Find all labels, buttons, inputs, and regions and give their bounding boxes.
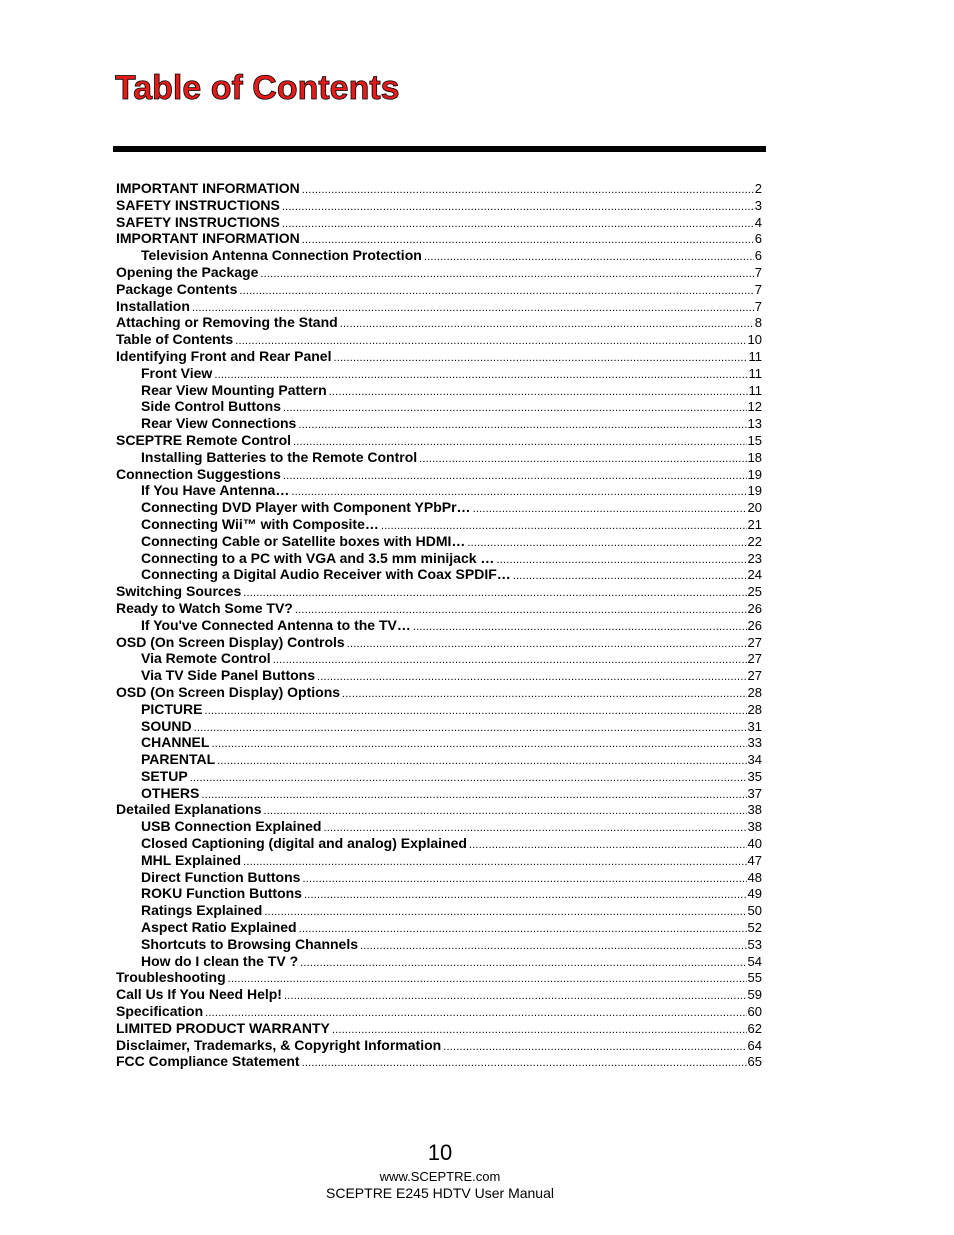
toc-entry[interactable] xyxy=(116,785,762,802)
toc-dot-leader xyxy=(496,552,746,569)
toc-entry-label: Installation xyxy=(116,297,190,314)
toc-entry-page: 64 xyxy=(747,1037,762,1053)
toc-entry[interactable] xyxy=(116,432,762,449)
toc-entry-label: Via Remote Control xyxy=(141,650,271,667)
toc-entry[interactable] xyxy=(116,348,762,365)
toc-entry[interactable] xyxy=(116,953,762,970)
toc-entry[interactable] xyxy=(116,1020,762,1037)
toc-entry-page: 23 xyxy=(747,550,762,566)
toc-entry[interactable] xyxy=(116,550,762,567)
toc-entry-label: Aspect Ratio Explained xyxy=(141,919,297,936)
toc-entry-label: Connecting Cable or Satellite boxes with HDMI… xyxy=(141,532,466,549)
toc-entry-page: 6 xyxy=(754,248,762,264)
toc-dot-leader xyxy=(302,1055,747,1072)
toc-dot-leader xyxy=(304,887,747,904)
toc-entry-page: 37 xyxy=(747,785,762,801)
toc-entry-label: Package Contents xyxy=(116,280,238,297)
toc-dot-leader xyxy=(282,216,754,233)
toc-entry-page: 31 xyxy=(747,718,762,734)
page-number: 10 xyxy=(427,1140,453,1165)
toc-entry[interactable] xyxy=(116,533,762,550)
toc-dot-leader xyxy=(413,619,747,636)
toc-entry[interactable] xyxy=(116,852,762,869)
toc-dot-leader xyxy=(443,1039,746,1056)
toc-entry[interactable] xyxy=(116,516,762,533)
toc-entry[interactable] xyxy=(116,314,762,331)
toc-entry-page: 34 xyxy=(747,752,762,768)
toc-entry-page: 50 xyxy=(747,903,762,919)
toc-entry-label: Call Us If You Need Help! xyxy=(116,986,282,1003)
toc-dot-leader xyxy=(300,955,746,972)
toc-entry[interactable] xyxy=(116,197,762,214)
toc-dot-leader xyxy=(473,501,747,518)
toc-entry-page: 22 xyxy=(747,533,762,549)
toc-entry[interactable] xyxy=(116,718,762,735)
toc-entry-label: Specification xyxy=(116,1003,204,1020)
toc-dot-leader xyxy=(347,636,747,653)
toc-entry-page: 11 xyxy=(748,365,762,381)
toc-entry-page: 54 xyxy=(747,953,762,969)
toc-entry[interactable] xyxy=(116,382,762,399)
toc-dot-leader xyxy=(273,652,747,669)
toc-dot-leader xyxy=(467,535,746,552)
toc-entry[interactable] xyxy=(116,701,762,718)
toc-dot-leader xyxy=(419,451,746,468)
toc-entry-page: 8 xyxy=(754,315,762,331)
toc-entry[interactable] xyxy=(116,566,762,583)
toc-entry[interactable] xyxy=(116,936,762,953)
toc-dot-leader xyxy=(469,837,747,854)
toc-entry[interactable] xyxy=(116,751,762,768)
toc-entry-label: Connecting a Digital Audio Receiver with Coax SPDIF… xyxy=(141,566,511,583)
toc-entry[interactable] xyxy=(116,298,762,315)
toc-entry-label: CHANNEL xyxy=(141,734,210,751)
toc-entry-page: 27 xyxy=(747,668,762,684)
toc-entry[interactable] xyxy=(116,1037,762,1054)
toc-entry-page: 60 xyxy=(747,1004,762,1020)
toc-entry-label: FCC Compliance Statement xyxy=(116,1053,300,1070)
toc-entry-label: LIMITED PRODUCT WARRANTY xyxy=(116,1019,330,1036)
toc-entry[interactable] xyxy=(116,734,762,751)
toc-entry-page: 6 xyxy=(754,231,762,247)
toc-dot-leader xyxy=(299,921,747,938)
toc-entry[interactable] xyxy=(116,214,762,231)
toc-dot-leader xyxy=(194,720,747,737)
toc-entry-page: 28 xyxy=(747,684,762,700)
toc-entry-label: How do I clean the TV ? xyxy=(141,952,299,969)
toc-entry[interactable] xyxy=(116,247,762,264)
toc-entry-page: 2 xyxy=(754,181,762,196)
toc-entry-page: 20 xyxy=(747,500,762,516)
page-title: Table of Contents xyxy=(115,69,400,107)
toc-entry-label: Television Antenna Connection Protection xyxy=(141,247,422,264)
toc-entry[interactable] xyxy=(116,230,762,247)
toc-dot-leader xyxy=(228,971,747,988)
toc-entry-page: 48 xyxy=(747,869,762,885)
toc-entry[interactable] xyxy=(116,634,762,651)
toc-entry[interactable] xyxy=(116,617,762,634)
toc-entry-label: IMPORTANT INFORMATION xyxy=(116,230,300,247)
toc-entry[interactable] xyxy=(116,583,762,600)
toc-entry[interactable] xyxy=(116,835,762,852)
toc-entry-page: 28 xyxy=(747,701,762,717)
toc-entry-label: Connecting to a PC with VGA and 3.5 mm minijack … xyxy=(141,549,495,566)
toc-entry-page: 19 xyxy=(747,483,762,499)
toc-entry-label: Identifying Front and Rear Panel xyxy=(116,347,332,364)
title-divider xyxy=(113,146,766,152)
toc-entry-page: 38 xyxy=(747,819,762,835)
footer-manual-title: SCEPTRE E245 HDTV User Manual xyxy=(326,1185,554,1201)
toc-dot-leader xyxy=(243,585,746,602)
toc-entry-label: Disclaimer, Trademarks, & Copyright Information xyxy=(116,1036,442,1053)
toc-entry[interactable] xyxy=(116,768,762,785)
toc-entry-page: 27 xyxy=(747,651,762,667)
toc-entry-label: Rear View Connections xyxy=(141,415,297,432)
toc-entry-page: 13 xyxy=(747,416,762,432)
toc-entry-label: OSD (On Screen Display) Options xyxy=(116,683,341,700)
toc-entry-label: Table of Contents xyxy=(116,331,234,348)
toc-entry[interactable] xyxy=(116,1053,762,1070)
toc-entry-page: 25 xyxy=(747,584,762,600)
toc-entry-label: Connecting Wii™ with Composite… xyxy=(141,515,379,532)
toc-dot-leader xyxy=(513,568,747,585)
toc-entry-label: IMPORTANT INFORMATION xyxy=(116,180,300,196)
toc-dot-leader xyxy=(329,384,748,401)
toc-entry[interactable] xyxy=(116,1003,762,1020)
toc-entry-page: 38 xyxy=(747,802,762,818)
toc-entry-label: SCEPTRE Remote Control xyxy=(116,431,292,448)
toc-entry[interactable] xyxy=(116,969,762,986)
toc-dot-leader xyxy=(260,266,753,283)
toc-dot-leader xyxy=(211,736,746,753)
toc-entry-page: 4 xyxy=(754,214,762,230)
toc-dot-leader xyxy=(317,669,747,686)
toc-entry-page: 47 xyxy=(747,852,762,868)
toc-entry-page: 21 xyxy=(747,516,762,532)
table-of-contents xyxy=(116,180,762,1070)
toc-dot-leader xyxy=(217,753,746,770)
toc-entry-label: Detailed Explanations xyxy=(116,801,262,818)
toc-entry-page: 7 xyxy=(754,264,762,280)
toc-entry-label: MHL Explained xyxy=(141,851,242,868)
toc-entry-label: Rear View Mounting Pattern xyxy=(141,381,327,398)
toc-entry-label: Via TV Side Panel Buttons xyxy=(141,667,316,684)
toc-entry-label: Direct Function Buttons xyxy=(141,868,301,885)
toc-entry[interactable] xyxy=(116,180,762,197)
toc-entry[interactable] xyxy=(116,986,762,1003)
toc-entry-page: 53 xyxy=(747,936,762,952)
toc-entry[interactable] xyxy=(116,449,762,466)
toc-entry[interactable] xyxy=(116,499,762,516)
toc-entry-label: Front View xyxy=(141,364,213,381)
toc-entry-page: 26 xyxy=(747,600,762,616)
toc-entry-page: 3 xyxy=(754,197,762,213)
toc-entry-page: 12 xyxy=(747,399,762,415)
toc-entry-page: 15 xyxy=(747,432,762,448)
toc-entry-label: OTHERS xyxy=(141,784,200,801)
toc-entry[interactable] xyxy=(116,650,762,667)
toc-dot-leader xyxy=(333,350,747,367)
toc-dot-leader xyxy=(340,316,754,333)
toc-entry-label: Ratings Explained xyxy=(141,902,263,919)
toc-entry-label: USB Connection Explained xyxy=(141,818,322,835)
toc-entry-label: SAFETY INSTRUCTIONS xyxy=(116,196,280,213)
toc-dot-leader xyxy=(424,249,754,266)
toc-entry-page: 7 xyxy=(754,298,762,314)
toc-dot-leader xyxy=(302,871,746,888)
toc-entry-label: Side Control Buttons xyxy=(141,398,281,415)
toc-entry[interactable] xyxy=(116,919,762,936)
toc-entry-label: SOUND xyxy=(141,717,192,734)
toc-entry[interactable] xyxy=(116,902,762,919)
toc-entry[interactable] xyxy=(116,398,762,415)
toc-entry-label: Shortcuts to Browsing Channels xyxy=(141,935,359,952)
toc-entry-label: ROKU Function Buttons xyxy=(141,885,302,902)
toc-dot-leader xyxy=(284,988,747,1005)
toc-entry-label: PARENTAL xyxy=(141,751,216,768)
toc-entry-page: 18 xyxy=(747,449,762,465)
toc-entry-label: Installing Batteries to the Remote Control xyxy=(141,448,418,465)
toc-entry-label: Attaching or Removing the Stand xyxy=(116,314,338,331)
toc-entry[interactable] xyxy=(116,415,762,432)
toc-entry-page: 19 xyxy=(747,466,762,482)
footer-url[interactable]: www.SCEPTRE.com xyxy=(379,1169,501,1184)
toc-dot-leader xyxy=(342,686,746,703)
toc-entry[interactable] xyxy=(116,365,762,382)
toc-entry-label: Opening the Package xyxy=(116,263,259,280)
toc-entry-label: SETUP xyxy=(141,767,188,784)
toc-entry-page: 26 xyxy=(747,617,762,633)
toc-entry-label: Ready to Watch Some TV? xyxy=(116,599,293,616)
toc-dot-leader xyxy=(190,770,747,787)
toc-dot-leader xyxy=(239,283,753,300)
toc-entry-label: If You've Connected Antenna to the TV… xyxy=(141,616,411,633)
toc-entry[interactable] xyxy=(116,466,762,483)
toc-entry-page: 33 xyxy=(747,735,762,751)
toc-dot-leader xyxy=(298,417,746,434)
toc-dot-leader xyxy=(263,803,746,820)
toc-entry-label: Closed Captioning (digital and analog) Explained xyxy=(141,835,467,852)
toc-entry-page: 7 xyxy=(754,281,762,297)
toc-entry-page: 11 xyxy=(748,348,762,364)
toc-entry[interactable] xyxy=(116,684,762,701)
toc-entry-label: Switching Sources xyxy=(116,583,242,600)
toc-entry-label: Troubleshooting xyxy=(116,969,226,986)
toc-entry-page: 62 xyxy=(747,1020,762,1036)
toc-entry-page: 40 xyxy=(747,836,762,852)
toc-entry-label: Connecting DVD Player with Component YPbPr… xyxy=(141,499,471,516)
toc-entry-label: Connection Suggestions xyxy=(116,465,281,482)
toc-entry[interactable] xyxy=(116,482,762,499)
toc-entry-label: If You Have Antenna… xyxy=(141,482,290,499)
toc-entry-page: 24 xyxy=(747,567,762,583)
toc-entry[interactable] xyxy=(116,885,762,902)
toc-entry-page: 10 xyxy=(747,332,762,348)
toc-entry-page: 11 xyxy=(748,382,762,398)
toc-entry[interactable] xyxy=(116,869,762,886)
toc-entry-page: 65 xyxy=(747,1054,762,1070)
toc-dot-leader xyxy=(283,400,747,417)
toc-dot-leader xyxy=(360,938,747,955)
toc-entry-page: 49 xyxy=(747,886,762,902)
toc-dot-leader xyxy=(264,904,746,921)
toc-entry[interactable] xyxy=(116,801,762,818)
toc-entry-page: 55 xyxy=(747,970,762,986)
toc-entry[interactable] xyxy=(116,281,762,298)
toc-entry-page: 52 xyxy=(747,920,762,936)
toc-entry[interactable] xyxy=(116,667,762,684)
toc-entry[interactable] xyxy=(116,600,762,617)
toc-dot-leader xyxy=(283,468,747,485)
toc-entry[interactable] xyxy=(116,264,762,281)
toc-dot-leader xyxy=(282,199,754,216)
toc-entry-page: 27 xyxy=(747,634,762,650)
toc-entry[interactable] xyxy=(116,818,762,835)
toc-entry-label: PICTURE xyxy=(141,700,203,717)
toc-entry-page: 35 xyxy=(747,768,762,784)
toc-dot-leader xyxy=(204,703,746,720)
toc-dot-leader xyxy=(302,182,754,199)
toc-dot-leader xyxy=(201,787,746,804)
toc-entry-label: OSD (On Screen Display) Controls xyxy=(116,633,345,650)
toc-entry-label: SAFETY INSTRUCTIONS xyxy=(116,213,280,230)
toc-entry[interactable] xyxy=(116,331,762,348)
toc-dot-leader xyxy=(243,854,746,871)
toc-entry-page: 59 xyxy=(747,987,762,1003)
